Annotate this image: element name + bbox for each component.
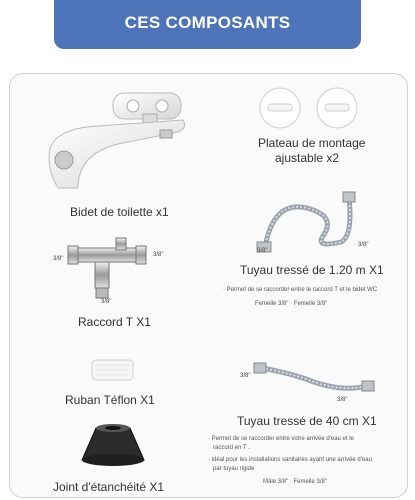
joint-caption: Joint d'étanchéité X1 (53, 480, 165, 494)
hose-40-note-2: · idéal pour les installations sanitaires ayant une arrivée d'eau (208, 457, 372, 463)
hose-40-image (254, 362, 374, 396)
raccord-t-image (62, 238, 152, 308)
raccord-t-label-bottom: 3/8" (101, 299, 112, 305)
ruban-image (90, 356, 135, 384)
plateau-caption-line1: Plateau de montage (258, 136, 366, 150)
hose-120-image (245, 190, 375, 255)
page-title: CES COMPOSANTS (124, 13, 291, 32)
raccord-t-label-left: 3/8" (53, 256, 64, 262)
hose-120-note-2: Femelle 3/8" · Femelle 3/8" (255, 301, 328, 307)
hose-40-note-1: · Permet de se raccorder entre votre arrivée d'eau et le (208, 436, 354, 442)
ruban-caption: Ruban Téflon X1 (65, 393, 155, 407)
raccord-t-label-right: 3/8" (153, 252, 164, 258)
plateau-caption-line2: ajustable x2 (275, 151, 340, 165)
hose-120-label-right: 3/8" (358, 242, 369, 248)
joint-image (76, 422, 150, 470)
hose-40-label-right: 3/8" (337, 397, 348, 403)
hose-40-note-3: Mâle 3/8" · Femelle 3/8" (263, 479, 327, 485)
plateau-image (255, 85, 365, 135)
header-banner (54, 0, 361, 49)
hose-120-note-1: · Permet de se raccorder entre le raccord T et le bidet WC (223, 287, 378, 293)
hose-40-note-1b: raccord en T . (213, 445, 250, 451)
hose-120-label-left: 3/8" (257, 248, 268, 254)
bidet-image (38, 88, 198, 198)
hose-40-note-2b: par tuyau rigide (213, 466, 255, 472)
hose-40-label-left: 3/8" (240, 373, 251, 379)
raccord-t-caption: Raccord T X1 (78, 315, 151, 329)
hose-40-caption: Tuyau tressé de 40 cm X1 (237, 414, 377, 428)
bidet-caption: Bidet de toilette x1 (70, 205, 169, 219)
hose-120-caption: Tuyau tressé de 1.20 m X1 (240, 263, 384, 277)
